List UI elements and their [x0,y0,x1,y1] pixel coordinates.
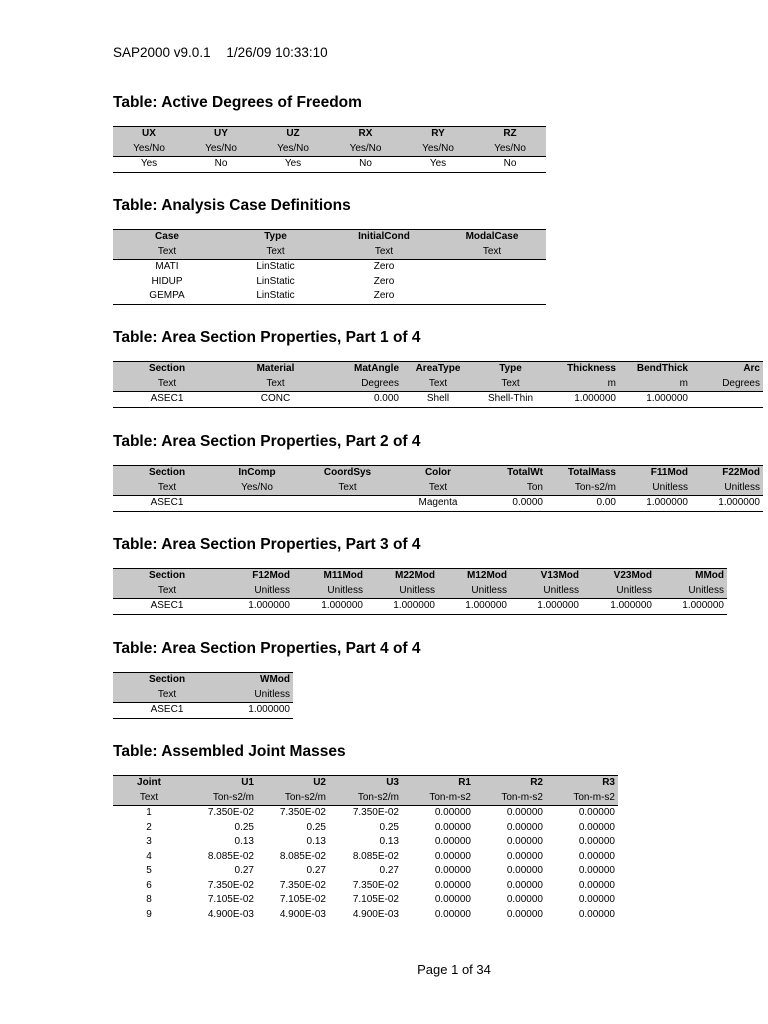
column-header: Material [221,362,330,377]
table-title: Table: Area Section Properties, Part 3 of 4 [113,536,421,553]
table-cell: 7.105E-02 [352,894,399,905]
table-cell: LinStatic [256,261,295,272]
column-header: InitialCond [330,230,438,245]
table-row [113,703,293,719]
column-unit: Text [113,688,221,703]
table-cell: 7.350E-02 [279,807,326,818]
column-unit: Yes/No [257,142,329,157]
table-cell: 0.00000 [578,894,615,905]
table-cell: 1.000000 [691,496,763,512]
table-cell: 1.000000 [655,599,727,615]
table-header-row [113,673,293,688]
column-unit: Text [113,245,221,260]
column-header: F22Mod [691,466,763,481]
table-title: Table: Analysis Case Definitions [113,197,351,214]
table-cell: 8.085E-02 [279,850,326,862]
column-unit: Unitless [655,584,727,599]
report-timestamp: 1/26/09 10:33:10 [226,45,328,60]
table-cell: 0.00000 [506,821,543,833]
table-cell: 1.000000 [619,392,691,408]
table-cell: 3 [146,836,152,847]
column-header: Color [402,466,474,481]
table-cell: Zero [373,275,395,287]
column-unit: m [547,377,619,392]
column-header: M22Mod [366,569,438,584]
table-title: Table: Area Section Properties, Part 2 of 4 [113,433,421,450]
column-header: InComp [221,466,293,481]
column-header: Section [113,673,221,688]
table-cell: Magenta [402,496,474,512]
table-cell: 0.000 [330,392,402,408]
column-header: RZ [474,127,546,142]
table-cell: 1.000000 [619,496,691,512]
report-header [113,45,340,60]
column-header: TotalWt [474,466,546,481]
table-cell: No [185,157,257,173]
table-title: Table: Area Section Properties, Part 4 of 4 [113,640,421,657]
column-header: Joint [113,776,185,791]
table-header-row [113,466,763,481]
column-header: V13Mod [510,569,582,584]
column-unit: Text [221,245,330,260]
column-unit: Text [293,481,402,496]
table-cell: 7.105E-02 [279,894,326,905]
column-header: TotalMass [546,466,619,481]
table-row [113,850,618,865]
column-unit: Text [113,377,221,392]
column-header: ModalCase [438,230,546,245]
column-header: Section [113,362,221,377]
column-unit: Degrees [691,377,763,392]
table-row [113,260,546,275]
table-cell: 4.900E-03 [352,908,399,920]
column-unit: Unitless [582,584,655,599]
table-cell: 0.00000 [578,821,615,833]
table-header-row [113,362,763,377]
table-units-row [113,377,763,392]
column-unit: Text [402,377,474,392]
column-unit: Ton-m-s2 [474,791,546,806]
table-cell: 0.00000 [434,821,471,833]
column-header: BendThick [619,362,691,377]
table-row [113,879,618,894]
table-units-row [113,481,763,496]
column-unit: Ton-s2/m [257,791,329,806]
page-number: Page 1 of 34 [417,962,491,977]
table-cell: 4.900E-03 [279,908,326,920]
column-header: F11Mod [619,466,691,481]
column-header: AreaType [402,362,474,377]
column-unit: Unitless [293,584,366,599]
table-cell [438,260,546,275]
table-cell: Shell [402,392,474,408]
table-cell: LinStatic [256,275,295,287]
column-unit: Unitless [619,481,691,496]
column-unit: Unitless [221,688,293,703]
table-cell: 7.350E-02 [352,807,399,818]
column-header: MatAngle [330,362,402,377]
table-cell: 7.350E-02 [207,807,254,818]
column-unit: Text [113,481,221,496]
table-cell: CONC [221,392,330,408]
table-cell: 0.00000 [506,908,543,920]
table-cell: 0.00000 [506,807,543,818]
column-unit: Ton [474,481,546,496]
table-cell: MATI [155,261,179,272]
column-unit: Text [438,245,546,260]
table-row [113,275,546,290]
table-cell [691,392,763,408]
analysis-case-table [113,229,546,305]
table-cell: 0.00000 [434,836,471,847]
table-cell: 0.25 [379,821,399,833]
table-cell: ASEC1 [113,703,221,719]
column-unit: Unitless [221,584,293,599]
column-header: Type [221,230,330,245]
table-cell: 0.00000 [506,879,543,891]
table-cell: 9 [146,908,152,920]
table-cell: 0.25 [234,821,254,833]
table-cell: LinStatic [221,289,330,304]
table-cell: 0.27 [306,865,326,876]
column-header: Arc [691,362,763,377]
column-header: RX [329,127,402,142]
column-unit: Text [113,584,221,599]
table-cell: 0.00000 [434,908,471,920]
column-unit: Yes/No [329,142,402,157]
area-section-part3-table [113,568,727,615]
table-cell: 0.00000 [578,807,615,818]
table-row [113,599,727,615]
column-unit: Text [113,791,185,806]
table-title: Table: Active Degrees of Freedom [113,94,362,111]
table-cell [438,289,546,304]
table-cell: 7.350E-02 [352,879,399,891]
table-cell [293,496,402,512]
column-unit: Text [474,377,547,392]
joint-masses-table [113,775,618,922]
table-cell: ASEC1 [113,599,221,615]
column-header: MMod [655,569,727,584]
column-header: F12Mod [221,569,293,584]
table-units-row [113,688,293,703]
table-cell: 0.00000 [506,836,543,847]
table-cell: Yes [402,157,474,173]
column-header: M12Mod [438,569,510,584]
column-header: RY [402,127,474,142]
column-header: UY [185,127,257,142]
column-unit: Text [402,481,474,496]
column-unit: Text [330,245,438,260]
table-cell: 0.13 [306,836,326,847]
table-cell: 0.0000 [474,496,546,512]
column-header: U3 [329,776,402,791]
column-header: WMod [221,673,293,688]
table-cell: 0.00000 [506,865,543,876]
table-row [113,835,618,850]
column-unit: Text [221,377,330,392]
column-unit: Unitless [691,481,763,496]
table-row [113,289,546,304]
table-cell: 7.350E-02 [207,879,254,891]
table-cell: 1.000000 [582,599,655,615]
table-title: Table: Area Section Properties, Part 1 of 4 [113,329,421,346]
table-cell: 0.00000 [434,879,471,891]
table-cell [438,275,546,290]
table-units-row [113,584,727,599]
table-cell: 0.00000 [434,850,471,862]
column-header: Section [113,569,221,584]
column-header: V23Mod [582,569,655,584]
table-header-row [113,230,546,245]
table-cell: 8.085E-02 [352,850,399,862]
column-unit: Unitless [438,584,510,599]
table-cell: Yes [257,157,329,173]
column-header: Case [113,230,221,245]
table-row [113,864,618,879]
column-header: Section [113,466,221,481]
table-units-row [113,142,546,157]
table-row [113,893,618,908]
table-cell: 2 [146,821,152,833]
table-header-row [113,569,727,584]
table-cell: 1 [146,807,152,818]
table-cell: 0.00000 [578,908,615,920]
table-cell: GEMPA [113,289,221,304]
column-unit: Ton-s2/m [329,791,402,806]
table-cell: No [329,157,402,173]
table-cell: 0.00000 [506,850,543,862]
table-title: Table: Assembled Joint Masses [113,743,346,760]
table-header-row [113,776,618,791]
column-header: R1 [402,776,474,791]
table-units-row [113,245,546,260]
column-unit: Unitless [510,584,582,599]
table-cell: 1.000000 [438,599,510,615]
column-header: R3 [546,776,618,791]
column-header: M11Mod [293,569,366,584]
column-unit: Unitless [366,584,438,599]
table-row [113,821,618,836]
table-cell: 0.27 [234,865,254,876]
area-section-part4-table [113,672,293,719]
column-unit: m [619,377,691,392]
table-units-row [113,791,618,806]
column-unit: Ton-m-s2 [546,791,618,806]
table-cell: 0.00000 [578,836,615,847]
table-cell: 0.00000 [506,894,543,905]
table-cell: 1.000000 [221,703,293,719]
table-cell: 0.13 [234,836,254,847]
table-cell: ASEC1 [113,392,221,408]
table-cell: 0.00000 [434,894,471,905]
program-version: SAP2000 v9.0.1 [113,45,211,60]
column-unit: Yes/No [185,142,257,157]
table-cell: 4.900E-03 [207,908,254,920]
table-cell: 1.000000 [366,599,438,615]
active-dof-table [113,126,546,173]
table-cell: 7.105E-02 [207,894,254,905]
column-header: R2 [474,776,546,791]
column-unit: Ton-s2/m [185,791,257,806]
table-cell: 7.350E-02 [279,879,326,891]
table-cell [221,496,293,512]
column-header: CoordSys [293,466,402,481]
table-cell: 8.085E-02 [207,850,254,862]
table-row [113,806,618,821]
table-cell: ASEC1 [113,496,221,512]
table-row [113,908,618,923]
table-cell: 0.27 [379,865,399,876]
table-cell: 0.25 [306,821,326,833]
column-unit: Yes/No [221,481,293,496]
table-cell: 8 [146,894,152,905]
table-cell: 1.000000 [221,599,293,615]
area-section-part1-table [113,361,763,408]
table-cell: 5 [146,865,152,876]
column-header: UZ [257,127,329,142]
table-cell: 0.00000 [578,865,615,876]
table-cell: Shell-Thin [474,392,547,408]
table-cell: 1.000000 [293,599,366,615]
table-cell: Yes [113,157,185,173]
table-row [113,157,546,173]
area-section-part2-table [113,465,763,512]
column-unit: Ton-m-s2 [402,791,474,806]
table-cell: 0.00 [546,496,619,512]
table-header-row [113,127,546,142]
table-cell: 0.00000 [578,850,615,862]
table-cell: 1.000000 [510,599,582,615]
table-cell: 4 [146,850,152,862]
table-cell: 6 [146,879,152,891]
table-cell: 0.00000 [434,807,471,818]
table-cell: Zero [373,261,395,272]
column-header: U2 [257,776,329,791]
table-row [113,496,763,512]
table-row [113,392,763,408]
column-unit: Yes/No [474,142,546,157]
column-header: Type [474,362,547,377]
column-header: U1 [185,776,257,791]
table-cell: HIDUP [151,275,183,287]
table-cell: Zero [330,289,438,304]
table-cell: 0.00000 [434,865,471,876]
table-cell: 0.13 [379,836,399,847]
column-unit: Yes/No [402,142,474,157]
column-unit: Ton-s2/m [546,481,619,496]
column-unit: Degrees [330,377,402,392]
column-header: UX [113,127,185,142]
table-cell: 0.00000 [578,879,615,891]
table-cell: 1.000000 [547,392,619,408]
column-header: Thickness [547,362,619,377]
column-unit: Yes/No [113,142,185,157]
table-cell: No [474,157,546,173]
